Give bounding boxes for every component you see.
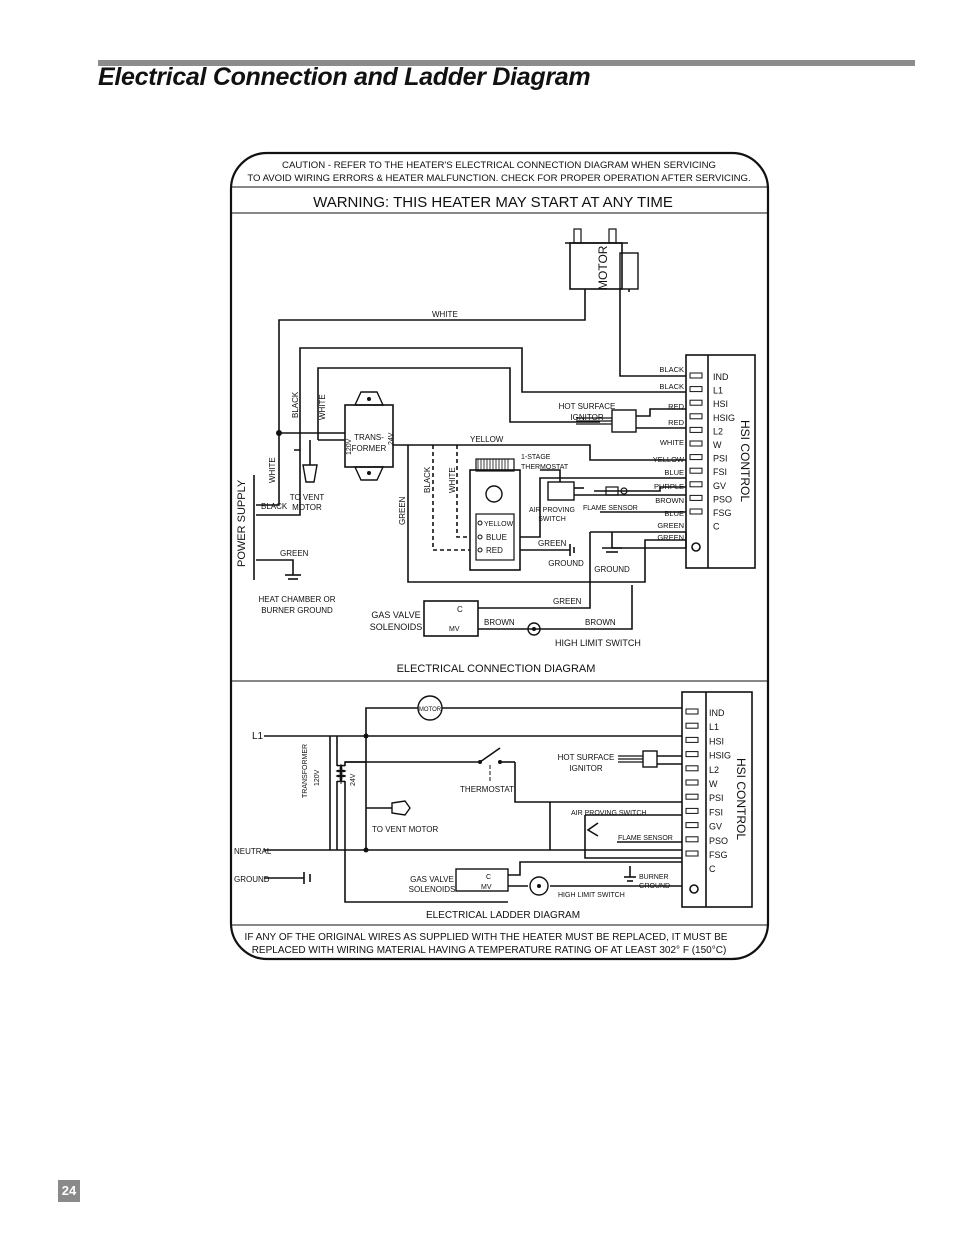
- terminal-label: IND: [713, 372, 729, 382]
- transformer-label-1: TRANS-: [354, 433, 384, 442]
- heat-chamber-label-2: BURNER GROUND: [261, 606, 333, 615]
- power-supply-label: POWER SUPPLY: [236, 479, 248, 567]
- ladder-gas-valve-1: GAS VALVE: [410, 875, 454, 884]
- ladder-terminal-label: HSI: [709, 736, 725, 747]
- wire-black-ps: BLACK: [261, 502, 288, 511]
- connection-diagram: [236, 229, 755, 675]
- terminal-wire-label: PURPLE: [653, 482, 684, 491]
- high-limit-label: HIGH LIMIT SWITCH: [555, 638, 641, 648]
- motor-symbol: [565, 229, 638, 290]
- caution-line-2: TO AVOID WIRING ERRORS & HEATER MALFUNCTION. CHECK FOR PROPER OPERATION AFTER SERVICING.: [247, 173, 751, 184]
- terminal-label: HSIG: [713, 412, 736, 423]
- flame-sensor: [583, 487, 638, 512]
- ladder-24v: 24V: [350, 773, 357, 786]
- terminal-wire-label: RED: [668, 402, 684, 411]
- ladder-high-limit: HIGH LIMIT SWITCH: [558, 892, 625, 899]
- gas-valve: [370, 601, 478, 636]
- heat-chamber-label-1: HEAT CHAMBER OR: [258, 595, 336, 604]
- ladder-terminal-label: L2: [709, 764, 720, 775]
- wire-white-top: WHITE: [432, 310, 458, 319]
- ladder-terminal-slot: [686, 766, 698, 771]
- terminal-label: FSI: [713, 467, 728, 478]
- terminal-wire-label: WHITE: [659, 438, 684, 447]
- terminal-wire-label: GREEN: [657, 521, 684, 530]
- hsi-control-label: HSI CONTROL: [738, 420, 752, 503]
- terminal-wire-label: GREEN: [657, 533, 684, 542]
- warning-text: WARNING: THIS HEATER MAY START AT ANY TIME: [313, 194, 673, 211]
- ground-label-1: GROUND: [548, 559, 584, 568]
- ladder-air-proving: AIR PROVING SWITCH: [571, 810, 647, 817]
- ladder-neutral: NEUTRAL: [234, 847, 272, 856]
- terminal-label: FSG: [713, 508, 732, 518]
- motor-label: MOTOR: [596, 245, 610, 290]
- terminal-label: L2: [713, 426, 724, 437]
- transformer-120v: 120V: [346, 438, 353, 455]
- ladder-gas-valve: [409, 869, 508, 894]
- ladder-terminal-label: W: [709, 779, 718, 789]
- air-proving-label-1: AIR PROVING: [529, 507, 575, 514]
- ladder-burner-ground-2: GROUND: [639, 883, 671, 890]
- caution-line-1: CAUTION - REFER TO THE HEATER'S ELECTRICAL CONNECTION DIAGRAM WHEN SERVICING: [282, 160, 716, 171]
- ladder-l1: L1: [252, 731, 264, 742]
- hot-surface-ignitor: [559, 402, 636, 432]
- ladder-terminal-label: IND: [709, 708, 725, 718]
- terminal-slot: [690, 482, 702, 487]
- ladder-terminal-label: HSIG: [709, 750, 732, 761]
- thermo-term-yellow: YELLOW: [484, 521, 514, 528]
- ground-label-2: GROUND: [594, 565, 630, 574]
- ladder-terminal-label: PSI: [709, 793, 724, 804]
- wire-green-gnd: GREEN: [538, 539, 567, 548]
- wire-black-thermo: BLACK: [423, 466, 432, 493]
- terminal-slot: [690, 495, 702, 500]
- ladder-terminal-slot: [686, 780, 698, 785]
- terminal-slot: [690, 509, 702, 514]
- ladder-diagram-title: ELECTRICAL LADDER DIAGRAM: [425, 910, 581, 921]
- terminal-label: L1: [713, 385, 724, 396]
- terminal-wire-label: YELLOW: [652, 455, 684, 464]
- ladder-gv-mv: MV: [481, 884, 492, 891]
- ladder-flame-sensor: FLAME SENSOR: [618, 835, 673, 842]
- terminal-slot: [690, 441, 702, 446]
- terminal-label: PSI: [713, 453, 728, 464]
- ladder-motor-label: MOTOR: [418, 707, 442, 713]
- air-proving-label-2: SWITCH: [538, 516, 566, 523]
- wire-white-thermo: WHITE: [448, 467, 457, 493]
- to-vent-label-2: MOTOR: [292, 503, 322, 512]
- footer-line-1: IF ANY OF THE ORIGINAL WIRES AS SUPPLIED WITH THE HEATER MUST BE REPLACED, IT MUST BE: [244, 932, 728, 943]
- terminal-slot: [690, 468, 702, 473]
- terminal-slot: [690, 373, 702, 378]
- terminal-wire-label: BLACK: [659, 382, 684, 391]
- wire-brown-gv: BROWN: [484, 618, 515, 627]
- wire-white-v: WHITE: [318, 394, 327, 420]
- wire-white-ps: WHITE: [268, 457, 277, 483]
- diagram-frame: [231, 153, 768, 959]
- gas-valve-label-1: GAS VALVE: [371, 610, 421, 620]
- transformer-24v: 24V: [388, 432, 395, 445]
- transformer-label-2: FORMER: [351, 444, 387, 453]
- ladder-diagram: [234, 692, 752, 921]
- ladder-terminal-slot: [686, 737, 698, 742]
- gas-valve-label-2: SOLENOIDS: [369, 622, 423, 632]
- thermostat-label-2: THERMOSTAT: [521, 464, 569, 471]
- ladder-terminal-slot: [686, 752, 698, 757]
- wire-green-v: GREEN: [398, 496, 407, 525]
- high-limit-switch: [520, 623, 641, 648]
- flame-sensor-label: FLAME SENSOR: [583, 505, 638, 512]
- terminal-slot: [690, 400, 702, 405]
- ladder-120v: 120V: [314, 769, 321, 786]
- terminal-label: GV: [713, 480, 727, 491]
- ladder-terminal-label: FSI: [709, 807, 724, 818]
- ladder-thermostat-label: THERMOSTAT: [460, 785, 514, 794]
- ladder-terminal-label: FSG: [709, 850, 728, 860]
- terminal-wire-label: BLUE: [664, 468, 684, 477]
- to-vent-label-1: TO VENT: [289, 493, 325, 502]
- gas-valve-c: C: [457, 605, 463, 614]
- page-number: 24: [58, 1180, 80, 1202]
- transformer: [345, 392, 395, 480]
- footer-line-2: REPLACED WITH WIRING MATERIAL HAVING A TEMPERATURE RATING OF AT LEAST 302° F (150°C): [251, 945, 727, 956]
- thermo-term-blue: BLUE: [486, 533, 507, 542]
- ladder-terminal-slot: [686, 808, 698, 813]
- terminal-wire-label: RED: [668, 418, 684, 427]
- wire-black-v: BLACK: [291, 391, 300, 418]
- terminal-label: W: [713, 440, 722, 450]
- thermo-term-red: RED: [486, 546, 503, 555]
- ladder-vent-motor-label: TO VENT MOTOR: [372, 825, 439, 834]
- ladder-gas-valve-2: SOLENOIDS: [408, 885, 456, 894]
- ladder-terminal-slot: [686, 823, 698, 828]
- ladder-hot-surface-2: IGNITOR: [569, 764, 603, 773]
- terminal-slot: [690, 455, 702, 460]
- ladder-hot-surface-1: HOT SURFACE: [557, 753, 615, 762]
- ladder-terminal-label: PSO: [709, 835, 729, 846]
- terminal-wire-label: BLUE: [664, 509, 684, 518]
- ladder-gv-c: C: [486, 874, 492, 881]
- ladder-ground: GROUND: [234, 875, 270, 884]
- ladder-terminal-label: L1: [709, 722, 720, 733]
- ladder-terminal-slot: [686, 851, 698, 856]
- hot-surface-label-1: HOT SURFACE: [558, 402, 616, 411]
- terminal-wire-label: BROWN: [655, 496, 684, 505]
- ladder-terminal-slot: [686, 837, 698, 842]
- hot-surface-label-2: IGNITOR: [570, 413, 604, 422]
- terminal-label: HSI: [713, 399, 729, 410]
- wire-green-ps: GREEN: [280, 549, 309, 558]
- terminal-label: PSO: [713, 494, 733, 505]
- wire-green-gv: GREEN: [553, 597, 582, 606]
- terminal-slot: [690, 387, 702, 392]
- ladder-burner-ground-1: BURNER: [639, 874, 669, 881]
- connection-diagram-title: ELECTRICAL CONNECTION DIAGRAM: [396, 663, 596, 675]
- ladder-terminal-slot: [686, 723, 698, 728]
- gas-valve-mv: MV: [449, 626, 460, 633]
- ladder-hsi-control-label: HSI CONTROL: [734, 758, 748, 841]
- ladder-terminal-label: C: [709, 864, 716, 875]
- air-proving-switch: [529, 482, 584, 523]
- ladder-transformer: [302, 736, 366, 850]
- wire-brown-hl: BROWN: [585, 618, 616, 627]
- page-title: Electrical Connection and Ladder Diagram: [98, 63, 591, 91]
- ladder-terminal-slot: [686, 709, 698, 714]
- terminal-slot: [690, 414, 702, 419]
- wire-yellow: YELLOW: [470, 435, 504, 444]
- ladder-transformer-label: TRANSFORMER: [302, 743, 309, 798]
- thermostat-label-1: 1-STAGE: [521, 454, 551, 461]
- terminal-slot: [690, 427, 702, 432]
- ladder-terminal-slot: [686, 794, 698, 799]
- terminal-label: C: [713, 521, 720, 532]
- terminal-wire-label: BLACK: [659, 365, 684, 374]
- ladder-terminal-label: GV: [709, 821, 723, 832]
